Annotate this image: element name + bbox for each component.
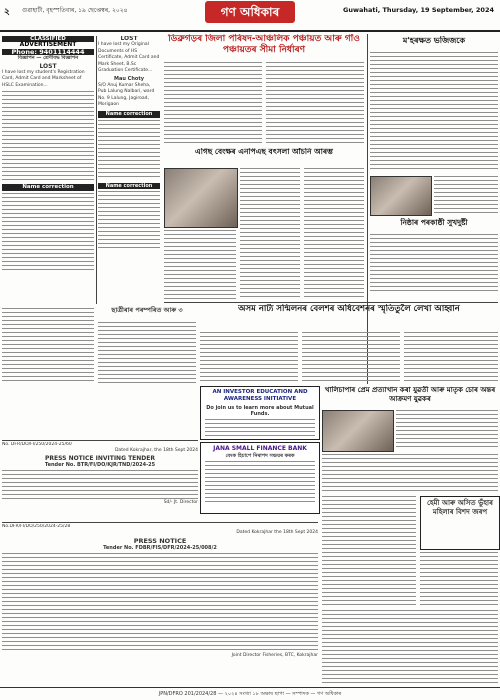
classified-text-lines-2 [2, 193, 94, 273]
right-low-story [322, 496, 416, 606]
notice-1-ref: No. DFR/DO/FI/250/2024-25/60 [2, 442, 72, 447]
mid-headline: অসম নাট্য সন্মিলনৰ বেলশৰ অধিবেশনৰ স্মৃতিতুলৈ লেখা আহ্বান [238, 304, 460, 314]
tender-notice-2 [2, 524, 318, 684]
main-headline-block [164, 34, 364, 60]
bank-ad [200, 442, 320, 514]
tender-notice-1 [2, 442, 198, 520]
right-bottom-story [322, 610, 498, 684]
classified-sub: বিজ্ঞাপন — শ্ৰেণীবদ্ধ বিজ্ঞাপন [17, 55, 79, 62]
bank-ad-lines [205, 461, 315, 503]
bank-ad-sub: বেংক হিচাপে নিৰাপদ সঞ্চয়ৰ কৰক [225, 453, 295, 459]
classified-label: CLASSIFIED [2, 36, 94, 42]
classified-column-2 [98, 36, 160, 304]
page-footer: JPN/DFRO 201/2024/28 — ২০২৪ সংখ্যা ১৮ অক্ষাষ ছাপা — সম্পাদক — গণ অধিকাৰ [0, 687, 500, 700]
right-headline-block-2 [370, 218, 498, 232]
lost-heading-2: LOST [120, 36, 138, 42]
notice-2-ref: No.DFR/FI/DO/250/2024-25/28 [2, 524, 71, 529]
lost-text-2: I have lost my Original Documents of HS Certificate, Admit Card and Mark Sheet, B.Sc Graduation Certificate... [98, 42, 160, 74]
mid-story-col-3 [404, 332, 498, 382]
date-left: গুৱাহাটী, বৃহস্পতিবাৰ, ১৯ ছেপ্তেম্বৰ, ২০২৪ [22, 7, 128, 14]
notice-1-title: PRESS NOTICE INVITING TENDER [44, 454, 156, 462]
main-story-col-1 [164, 62, 262, 144]
notice-1-sign: Sd/- Jt. Director [163, 500, 198, 506]
right-headline-2: নিষ্ঠাৰ পৰকাষ্ঠী সুখদুষ্টী [400, 218, 468, 227]
sub2-block [322, 386, 498, 406]
subhead-block [164, 148, 364, 166]
news-photo-1 [164, 168, 238, 228]
sub2-headline: খালিচাপাৰ প্ৰেম প্ৰত্যাখান কৰা যুৱতী আৰু মাতৃক চোৰ অন্তৰ আক্ৰমণ যুৱকৰ [324, 386, 496, 403]
classified-text-lines [2, 91, 94, 181]
right-story-lines [370, 52, 498, 172]
right-low-story-2 [420, 552, 498, 606]
name-correction-heading-3: Name correction [98, 183, 160, 189]
right-low-box [420, 496, 500, 550]
investor-ad-lines [205, 419, 315, 439]
main-story-col-2 [266, 62, 364, 144]
notice-2-date: Dated Kokrajhar the 18th Sept 2024 [236, 530, 318, 536]
name-correction-heading: Name correction [2, 184, 94, 190]
mid-story-col-1 [200, 332, 298, 382]
left-low-headline-block [98, 306, 196, 320]
right-story-lines-3 [370, 234, 498, 294]
classified-title: ADVERTISEMENT [19, 41, 77, 49]
notice-2-title: PRESS NOTICE [133, 536, 187, 545]
mid-story-col-2 [302, 332, 400, 382]
notice-2-body [2, 553, 318, 653]
mid-headline-block [200, 304, 498, 330]
right-headline-block [370, 36, 498, 50]
classified-column [2, 36, 94, 304]
lost-signature: Mau Choty [114, 76, 144, 83]
sub2-story [396, 410, 498, 450]
left-classified-lower [2, 308, 94, 384]
notice-1-body [2, 470, 198, 500]
left-low-headline: ছাত্ৰীৰাৰ পৰম্পৰিত আৰু ৩ [111, 306, 183, 314]
notice-1-date: Dated Kokrajhar, the 18th Sept 2024 [114, 448, 198, 454]
subhead-1: এগিছ বেংক্ষৰ এনপিএছ বৎসলা আঁচনি আৰম্ভ [194, 148, 333, 156]
story-col-4 [304, 168, 364, 298]
notice-1-sub: Tender No. BTR/FI/DO/KJR/TND/2024-25 [44, 461, 156, 468]
story-col-3 [240, 168, 300, 298]
left-low-story [98, 322, 196, 384]
lost-address: S/O Anuj Kumar Sheha, Pub Lalung Nalbari, ward No. 9 Lalung, Jagiroad, Morigaon [98, 82, 155, 108]
lost-text: I have lost my student's Registration Card, Admit Card and Marksheet of HSLC Examination... [2, 70, 85, 88]
right-story-lines-2 [434, 176, 498, 214]
classified-text-lines-3 [98, 120, 160, 180]
page-number: ২ [4, 7, 10, 17]
sub2-story-2 [322, 454, 498, 492]
notice-2-sub: Tender No. FDBR/FIS/DFR/2024-25/008/2 [103, 544, 217, 551]
investor-ad-sub: Do join us to learn more about Mutual Funds. [206, 405, 314, 417]
investor-ad [200, 386, 320, 440]
investor-ad-title: AN INVESTOR EDUCATION AND AWARENESS INITIATIVE [212, 389, 308, 402]
main-headline: ডিব্ৰুগড়ৰ জিলা পৰিষদ-আঞ্চলিক পঞ্চায়ত আৰু গাঁও পঞ্চায়তৰ সীমা নিৰ্ধাৰণ [168, 34, 360, 55]
bank-ad-title: JANA SMALL FINANCE BANK [213, 445, 307, 452]
date-right: Guwahati, Thursday, 19 September, 2024 [343, 6, 494, 14]
story-col-5 [164, 230, 236, 300]
notice-2-office: Joint Director Fisheries, BTC, Kokrajhar [231, 653, 318, 659]
right-headline: ম'হৰক্ষত ভজিজকে [402, 36, 466, 45]
masthead-logo: গণ অধিকাৰ [205, 1, 295, 23]
classified-text-lines-4 [98, 191, 160, 251]
news-photo-2 [322, 410, 394, 452]
page-header [0, 0, 500, 32]
right-low-headline: হেমী আৰু অসিত ভুঁহাৰ মহিলাৰ বিশদ জৰপ [427, 499, 493, 516]
classified-phone: Phone: 9401114444 [2, 49, 94, 55]
right-photo [370, 176, 432, 216]
lost-heading: LOST [39, 62, 57, 70]
name-correction-heading-2: Name correction [98, 111, 160, 117]
